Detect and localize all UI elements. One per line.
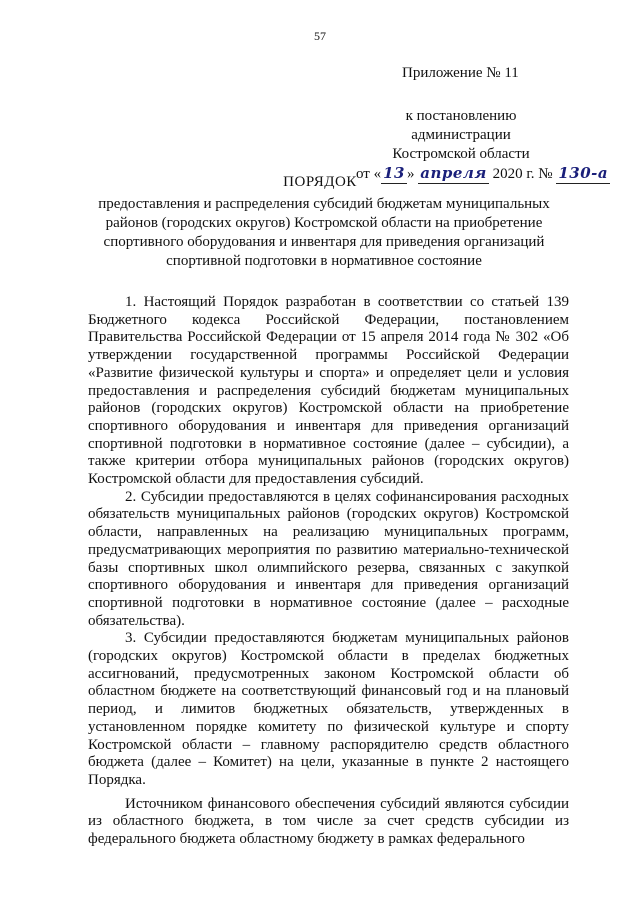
date-prefix: от « [356,166,382,182]
handwritten-doc-number: 130-а [558,164,609,182]
decree-reference [356,107,609,184]
paragraph-3: 3. Субсидии предоставляются бюджетам муниципальных районов (городских округов) Костромской области в пределах бюджетных ассигнований, предусмотренных законом Костромской области об областном бюджете на соответствующий финансовый год и на плановый период, и лимитов бюджетных обязательств, утвержденных в установленном порядке комитету по физической культуре и спорту Костромской области – главному распорядителю средств областного бюджета (далее – Комитет) на цели, указанные в пункте 2 настоящего Порядка. [88,630,569,788]
date-mid: » [406,166,419,182]
decree-reference-line1: к постановлению администрации [405,108,517,143]
page-number: 57 [314,29,326,43]
handwritten-day: 13 [383,164,405,182]
document-title: ПОРЯДОК [283,174,357,190]
annex-heading: Приложение № 11 [402,65,519,81]
document-body [88,294,569,849]
document-subtitle: предоставления и распределения субсидий бюджетам муниципальных районов (городских округов) Костромской области на приобретение спортивного оборудования и инвентаря для приведения организаций спортивной подготовки в нормативное состояние [98,196,550,269]
decree-reference-line2: Костромской области [392,146,530,162]
paragraph-2: 2. Субсидии предоставляются в целях софинансирования расходных обязательств муниципальных районов (городских округов) Костромской области, направленных на реализацию муниципальных программ, предусматривающих мероприятия по развитию материально-технической базы спортивных школ олимпийского резерва, связанных с закупкой спортивного оборудования и инвентаря для приведения организаций спортивной подготовки в нормативное состояние (далее – расходные обязательства). [88,488,569,629]
paragraph-1: 1. Настоящий Порядок разработан в соответствии со статьей 139 Бюджетного кодекса Российской Федерации, постановлением Правительства Российской Федерации от 15 апреля 2014 года № 302 «Об утверждении государственной программы Российской Федерации «Развитие физической культуры и спорта» и определяет цели и условия предоставления и распределения субсидий бюджетам муниципальных районов (городских округов) Костромской области на приобретение спортивного оборудования и инвентаря для приведения организаций спортивной подготовки в нормативное состояние (далее – субсидии), а также критерии отбора муниципальных районов (городских округов) Костромской области для предоставления субсидий. [88,294,569,488]
date-year: 2020 г. № [488,166,557,182]
paragraph-4: Источником финансового обеспечения субсидий являются субсидии из областного бюджета, в том числе за счет средств субсидии из федерального бюджета областному бюджету в рамках федерального [88,795,569,848]
handwritten-month: апреля [420,164,487,182]
